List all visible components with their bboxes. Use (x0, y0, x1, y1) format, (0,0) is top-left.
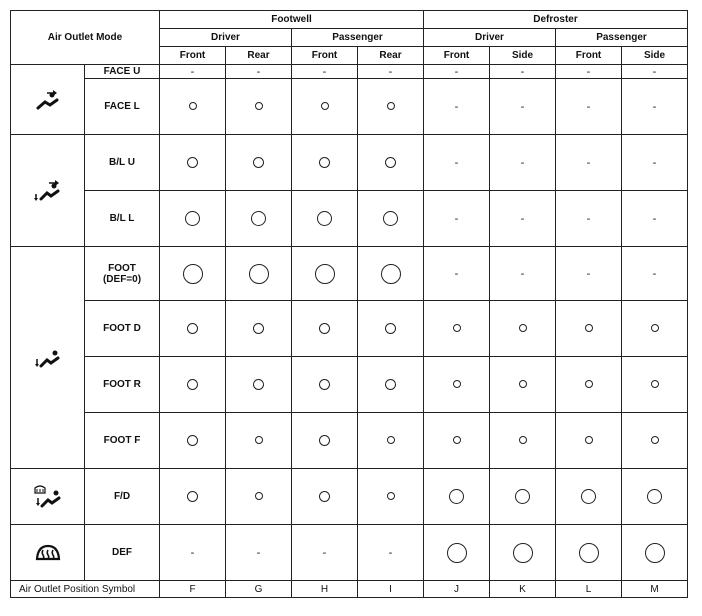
outlet-circle (585, 380, 593, 388)
outlet-circle (449, 489, 464, 504)
outlet-circle-cell (490, 413, 556, 469)
no-outlet-cell: - (424, 191, 490, 247)
mode-label: FOOT R (85, 357, 160, 413)
table-row (11, 65, 688, 79)
no-outlet-cell: - (160, 65, 226, 79)
mode-label: FACE U (85, 65, 160, 79)
outlet-circle-cell (424, 413, 490, 469)
outlet-circle-cell (358, 79, 424, 135)
defrost-mode-icon (11, 525, 85, 581)
symbol-7: L (556, 581, 622, 598)
outlet-circle (585, 324, 593, 332)
header-col-4: Rear (358, 47, 424, 65)
bilevel-mode-icon (11, 135, 85, 247)
outlet-circle-cell (226, 301, 292, 357)
table-row (11, 357, 688, 413)
outlet-circle (645, 543, 665, 563)
outlet-circle (185, 211, 200, 226)
outlet-circle (519, 324, 527, 332)
mode-label: DEF (85, 525, 160, 581)
outlet-circle-cell (490, 525, 556, 581)
outlet-circle-cell (160, 469, 226, 525)
outlet-circle (319, 435, 330, 446)
outlet-circle (519, 436, 527, 444)
header-defroster: Defroster (424, 11, 688, 29)
no-outlet-cell: - (622, 247, 688, 301)
outlet-circle-cell (358, 191, 424, 247)
no-outlet-cell: - (490, 191, 556, 247)
no-outlet-cell: - (160, 525, 226, 581)
outlet-circle (447, 543, 467, 563)
no-outlet-cell: - (226, 65, 292, 79)
header-footwell: Footwell (160, 11, 424, 29)
outlet-circle-cell (226, 413, 292, 469)
outlet-circle (319, 157, 330, 168)
outlet-circle-cell (292, 301, 358, 357)
outlet-circle (453, 324, 461, 332)
outlet-circle (381, 264, 401, 284)
outlet-circle-cell (424, 357, 490, 413)
mode-label: FOOT F (85, 413, 160, 469)
no-outlet-cell: - (490, 135, 556, 191)
outlet-circle (187, 157, 198, 168)
outlet-circle (253, 379, 264, 390)
outlet-circle-cell (226, 469, 292, 525)
mode-label: FOOT (DEF=0) (85, 247, 160, 301)
outlet-circle (385, 323, 396, 334)
outlet-circle-cell (424, 301, 490, 357)
table-row (11, 301, 688, 357)
outlet-circle-cell (622, 413, 688, 469)
face-mode-icon (11, 65, 85, 135)
mode-label: F/D (85, 469, 160, 525)
header-col-8: Side (622, 47, 688, 65)
outlet-circle-cell (292, 191, 358, 247)
outlet-circle (513, 543, 533, 563)
outlet-circle (385, 157, 396, 168)
no-outlet-cell: - (556, 135, 622, 191)
foot-mode-icon (11, 247, 85, 469)
header-footwell-passenger: Passenger (292, 29, 424, 47)
outlet-circle-cell (490, 357, 556, 413)
no-outlet-cell: - (226, 525, 292, 581)
no-outlet-cell: - (490, 247, 556, 301)
outlet-circle-cell (424, 469, 490, 525)
header-col-6: Side (490, 47, 556, 65)
outlet-circle (253, 157, 264, 168)
outlet-circle (519, 380, 527, 388)
outlet-circle-cell (226, 247, 292, 301)
no-outlet-cell: - (622, 191, 688, 247)
no-outlet-cell: - (424, 79, 490, 135)
outlet-circle (651, 380, 659, 388)
outlet-circle (387, 492, 395, 500)
outlet-circle-cell (424, 525, 490, 581)
outlet-circle (387, 436, 395, 444)
header-col-1: Front (160, 47, 226, 65)
outlet-circle-cell (226, 79, 292, 135)
table-row (11, 525, 688, 581)
symbol-6: K (490, 581, 556, 598)
outlet-circle-cell (292, 135, 358, 191)
outlet-circle-cell (226, 135, 292, 191)
outlet-circle (581, 489, 596, 504)
header-defroster-passenger: Passenger (556, 29, 688, 47)
header-defroster-driver: Driver (424, 29, 556, 47)
no-outlet-cell: - (424, 135, 490, 191)
outlet-table-wrapper (10, 10, 688, 598)
no-outlet-cell: - (358, 525, 424, 581)
outlet-circle-cell (490, 301, 556, 357)
outlet-circle (585, 436, 593, 444)
header-col-5: Front (424, 47, 490, 65)
no-outlet-cell: - (556, 79, 622, 135)
symbol-3: H (292, 581, 358, 598)
outlet-circle (319, 379, 330, 390)
outlet-circle (383, 211, 398, 226)
symbol-5: J (424, 581, 490, 598)
outlet-circle (515, 489, 530, 504)
outlet-circle (321, 102, 329, 110)
outlet-circle-cell (160, 135, 226, 191)
outlet-circle-cell (292, 79, 358, 135)
outlet-circle-cell (160, 301, 226, 357)
no-outlet-cell: - (292, 65, 358, 79)
outlet-circle (319, 491, 330, 502)
mode-label: B/L L (85, 191, 160, 247)
symbol-8: M (622, 581, 688, 598)
mode-label: FOOT D (85, 301, 160, 357)
no-outlet-cell: - (358, 65, 424, 79)
outlet-circle-cell (622, 525, 688, 581)
outlet-circle-cell (160, 413, 226, 469)
air-outlet-table (10, 10, 688, 598)
outlet-circle (647, 489, 662, 504)
outlet-circle-cell (358, 301, 424, 357)
outlet-circle (187, 379, 198, 390)
outlet-circle-cell (292, 247, 358, 301)
symbol-2: G (226, 581, 292, 598)
outlet-circle-cell (226, 357, 292, 413)
outlet-circle-cell (160, 191, 226, 247)
outlet-circle-cell (622, 301, 688, 357)
outlet-circle (249, 264, 269, 284)
outlet-circle-cell (556, 301, 622, 357)
outlet-circle-cell (358, 357, 424, 413)
no-outlet-cell: - (622, 79, 688, 135)
outlet-circle-cell (622, 357, 688, 413)
outlet-circle-cell (556, 413, 622, 469)
outlet-circle (255, 436, 263, 444)
outlet-circle (387, 102, 395, 110)
header-air-outlet-mode: Air Outlet Mode (11, 11, 160, 65)
outlet-circle (317, 211, 332, 226)
outlet-circle-cell (358, 135, 424, 191)
header-col-7: Front (556, 47, 622, 65)
no-outlet-cell: - (292, 525, 358, 581)
outlet-circle-cell (556, 357, 622, 413)
no-outlet-cell: - (424, 65, 490, 79)
footer-position-symbol-label: Air Outlet Position Symbol (11, 581, 160, 598)
header-footwell-driver: Driver (160, 29, 292, 47)
outlet-circle-cell (490, 469, 556, 525)
outlet-circle-cell (160, 357, 226, 413)
no-outlet-cell: - (556, 191, 622, 247)
outlet-circle-cell (622, 469, 688, 525)
outlet-circle-cell (160, 247, 226, 301)
outlet-circle-cell (292, 413, 358, 469)
header-col-2: Rear (226, 47, 292, 65)
outlet-circle (187, 323, 198, 334)
outlet-circle (187, 435, 198, 446)
outlet-circle-cell (358, 469, 424, 525)
no-outlet-cell: - (556, 247, 622, 301)
no-outlet-cell: - (490, 65, 556, 79)
outlet-circle (183, 264, 203, 284)
symbol-4: I (358, 581, 424, 598)
outlet-circle-cell (556, 525, 622, 581)
outlet-circle-cell (160, 79, 226, 135)
outlet-circle-cell (358, 413, 424, 469)
outlet-circle (251, 211, 266, 226)
outlet-circle (651, 324, 659, 332)
outlet-circle (315, 264, 335, 284)
no-outlet-cell: - (556, 65, 622, 79)
no-outlet-cell: - (622, 65, 688, 79)
table-row (11, 247, 688, 301)
outlet-circle (187, 491, 198, 502)
outlet-circle (255, 492, 263, 500)
symbol-1: F (160, 581, 226, 598)
outlet-circle-cell (556, 469, 622, 525)
table-row (11, 413, 688, 469)
no-outlet-cell: - (490, 79, 556, 135)
no-outlet-cell: - (424, 247, 490, 301)
outlet-circle (253, 323, 264, 334)
outlet-circle (651, 436, 659, 444)
outlet-circle-cell (226, 191, 292, 247)
table-row (11, 191, 688, 247)
outlet-circle-cell (358, 247, 424, 301)
outlet-circle (255, 102, 263, 110)
table-row (11, 135, 688, 191)
table-row (11, 79, 688, 135)
outlet-circle (453, 436, 461, 444)
mode-label: B/L U (85, 135, 160, 191)
outlet-circle-cell (292, 469, 358, 525)
outlet-circle-cell (292, 357, 358, 413)
outlet-circle (385, 379, 396, 390)
no-outlet-cell: - (622, 135, 688, 191)
mode-label: FACE L (85, 79, 160, 135)
outlet-circle (453, 380, 461, 388)
header-col-3: Front (292, 47, 358, 65)
table-row (11, 469, 688, 525)
outlet-circle (319, 323, 330, 334)
outlet-circle (189, 102, 197, 110)
outlet-circle (579, 543, 599, 563)
foot-defrost-mode-icon (11, 469, 85, 525)
